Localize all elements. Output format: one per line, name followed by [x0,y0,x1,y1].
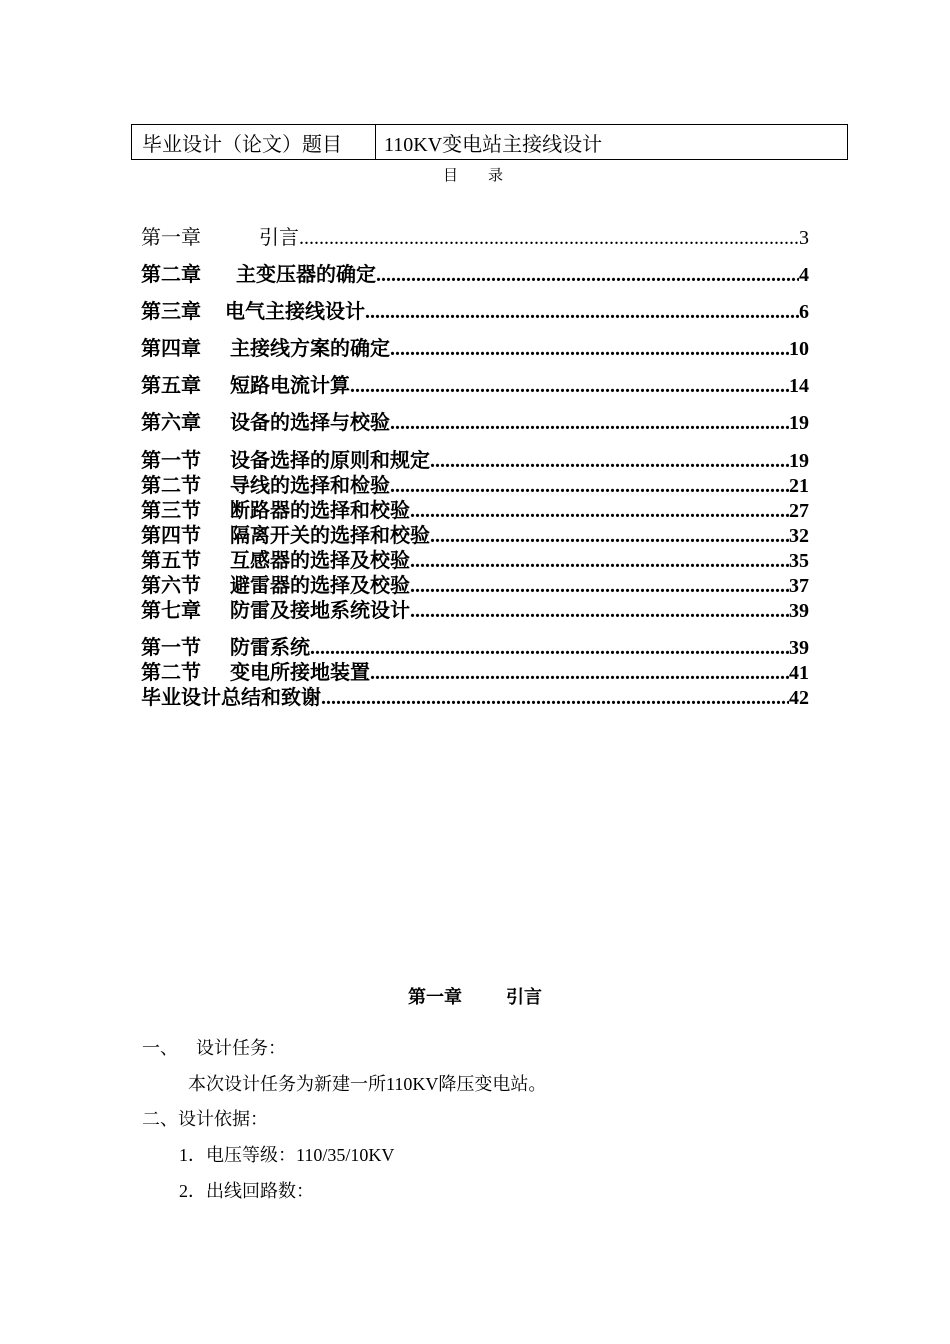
toc-entry[interactable] [141,519,809,545]
toc-entry-label: 第五章 [141,375,201,395]
toc-entry-page: 35 [789,550,809,570]
toc-entry-title: 引言 [259,227,299,247]
toc-leader-dots [370,662,789,682]
toc-entry[interactable] [141,295,809,321]
toc-entry-label: 第二章 [141,264,201,284]
toc-entry-label: 第二节 [141,475,201,495]
toc-entry-title: 主接线方案的确定 [230,338,390,358]
toc-entry-page: 19 [789,412,809,432]
toc-entry-title: 主变压器的确定 [236,264,376,284]
toc-leader-dots [390,412,789,432]
toc-entry-title: 设备的选择与校验 [230,412,390,432]
list-item-voltage: 1．电压等级：110/35/10KV [179,1145,395,1165]
toc-entry-page: 41 [789,662,809,682]
toc-entry[interactable] [141,544,809,570]
toc-heading [0,164,950,185]
toc-leader-dots [310,637,789,657]
toc-entry-title: 短路电流计算 [230,375,350,395]
toc-entry-page: 10 [789,338,809,358]
section-heading-task [142,1034,286,1060]
section-heading-basis: 二、设计依据： [142,1109,268,1129]
toc-entry[interactable] [141,258,809,284]
task-paragraph: 本次设计任务为新建一所110KV降压变电站。 [188,1074,547,1094]
toc-heading-right: 录 [488,168,508,184]
toc-entry-title: 设备选择的原则和规定 [230,450,430,470]
toc-leader-dots [410,550,789,570]
toc-entry-label: 第四章 [141,338,201,358]
toc-leader-dots [350,375,789,395]
toc-entry-page: 39 [789,637,809,657]
toc-entry-title: 导线的选择和检验 [230,475,390,495]
thesis-title-label: 毕业设计（论文）题目 [132,125,376,159]
section-heading-text: 设计任务： [196,1038,286,1058]
toc-leader-dots [390,338,789,358]
toc-entry-title: 防雷系统 [230,637,310,657]
toc-leader-dots [376,264,799,284]
toc-entry-title: 隔离开关的选择和校验 [230,525,430,545]
toc-entry-page: 27 [789,500,809,520]
toc-entry-label: 第五节 [141,550,201,570]
chapter-name: 引言 [506,987,542,1007]
toc-entry-page: 19 [789,450,809,470]
toc-leader-dots [430,450,789,470]
toc-leader-dots [430,525,789,545]
toc-entry-page: 21 [789,475,809,495]
toc-entry-title: 互感器的选择及校验 [230,550,410,570]
toc-entry[interactable] [141,469,809,495]
toc-entry[interactable] [141,221,809,247]
toc-leader-dots [410,500,789,520]
toc-entry[interactable] [141,594,809,620]
toc-entry[interactable] [141,569,809,595]
toc-entry-title: 断路器的选择和校验 [230,500,410,520]
toc-leader-dots [390,475,789,495]
toc-entry[interactable] [141,406,809,432]
toc-entry-title: 防雷及接地系统设计 [230,600,410,620]
toc-entry[interactable] [141,369,809,395]
toc-leader-dots [365,301,799,321]
toc-entry-title: 电气主接线设计 [225,301,365,321]
toc-entry-label: 第六章 [141,412,201,432]
toc-entry-title: 避雷器的选择及校验 [230,575,410,595]
toc-entry-label: 第六节 [141,575,201,595]
toc-leader-dots [299,227,799,247]
chapter-title [0,983,950,1009]
toc-entry[interactable] [141,332,809,358]
toc-entry-label: 第一节 [141,450,201,470]
toc-entry-page: 39 [789,600,809,620]
toc-leader-dots [410,600,789,620]
toc-leader-dots [410,575,789,595]
toc-entry[interactable] [141,494,809,520]
toc-entry-page: 37 [789,575,809,595]
toc-entry-label: 第二节 [141,662,201,682]
toc-entry-title: 变电所接地装置 [230,662,370,682]
toc-entry-title: 毕业设计总结和致谢 [141,687,321,707]
toc-entry-page: 32 [789,525,809,545]
toc-heading-left: 目 [442,168,462,184]
toc-leader-dots [321,687,789,707]
toc-entry-label: 第三节 [141,500,201,520]
chapter-label: 第一章 [408,987,462,1007]
toc-entry-label: 第一章 [141,227,201,247]
toc-entry-label: 第四节 [141,525,201,545]
toc-entry-label: 第七章 [141,600,201,620]
thesis-title-value: 110KV变电站主接线设计 [384,133,603,156]
toc-entry-page: 14 [789,375,809,395]
toc-entry-page: 3 [799,227,809,247]
toc-entry[interactable] [141,656,809,682]
toc-entry-page: 42 [789,687,809,707]
thesis-title-table [131,124,848,160]
list-item-outlets: 2．出线回路数： [179,1181,314,1201]
toc-entry[interactable] [141,681,809,707]
toc-entry-label: 第三章 [141,301,201,321]
toc-entry[interactable] [141,444,809,470]
toc-entry-page: 6 [799,301,809,321]
toc-entry-label: 第一节 [141,637,201,657]
toc-entry[interactable] [141,631,809,657]
toc-entry-page: 4 [799,264,809,284]
section-number: 一、 [142,1038,178,1058]
